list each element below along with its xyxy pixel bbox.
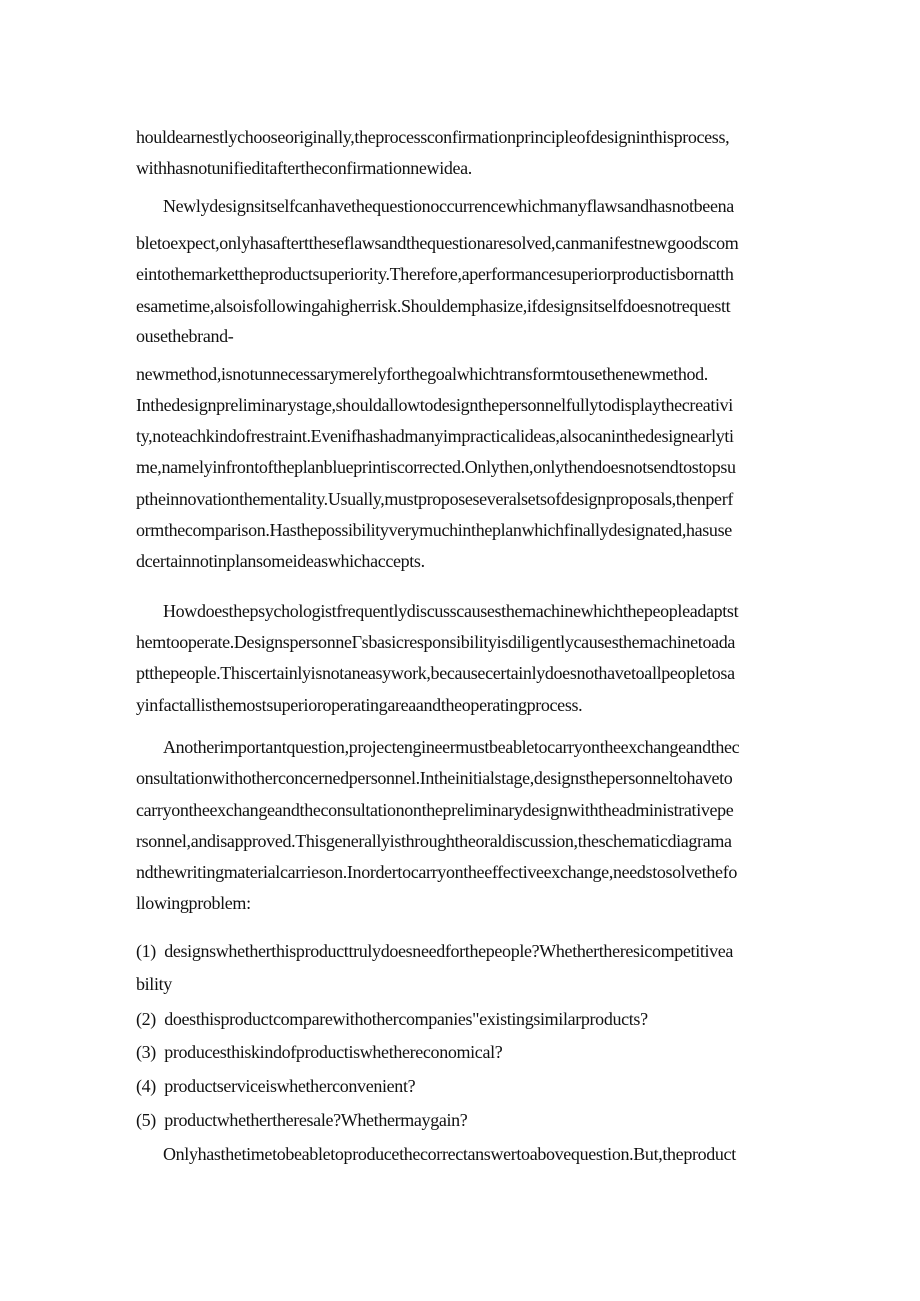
text-line: Inthedesignpreliminarystage,shouldallowtodesignthepersonnelfullytodisplaythecreativi	[136, 395, 733, 415]
text-line: carryontheexchangeandtheconsultationonthepreliminarydesignwiththeadministrativepe	[136, 800, 734, 820]
text-line: Onlyhasthetimetobeabletoproducethecorrectanswertoabovequestion.But,theproduct	[163, 1144, 736, 1164]
text-line: bletoexpect,onlyhasafterttheseflawsandthequestionaresolved,canmanifestnewgoodscom	[136, 233, 739, 253]
text-line: yinfactallisthemostsuperioroperatingareaandtheoperatingprocess.	[136, 695, 583, 715]
list-item: (5) productwhethertheresale?Whethermaygain?	[136, 1110, 468, 1130]
text-line: Anotherimportantquestion,projectengineermustbeabletocarryontheexchangeandthec	[163, 737, 740, 757]
text-line: ty,noteachkindofrestraint.Evenifhashadmanyimpracticalideas,alsocaninthedesignearlyti	[136, 426, 734, 446]
text-line: esametime,alsoisfollowingahigherrisk.Shouldemphasize,ifdesignsitselfdoesnotrequestt	[136, 296, 731, 316]
text-line: hemtooperate.DesignspersonneΓsbasicresponsibilityisdiligentlycausesthemachinetoada	[136, 632, 736, 652]
text-line: houldearnestlychooseoriginally,theprocessconfirmationprincipleofdesigninthisprocess,	[136, 127, 730, 147]
list-item: (4) productserviceiswhetherconvenient?	[136, 1076, 416, 1096]
text-line: onsultationwithotherconcernedpersonnel.Intheinitialstage,designsthepersonneltohaveto	[136, 768, 733, 788]
text-line: ndthewritingmaterialcarrieson.Inordertocarryontheeffectiveexchange,needstosolvethefo	[136, 862, 737, 882]
text-line: Howdoesthepsychologistfrequentlydiscusscausesthemachinewhichthepeopleadaptst	[163, 601, 739, 621]
text-line: bility	[136, 974, 172, 994]
text-line: ousethebrand-	[136, 326, 234, 346]
text-line: me,namelyinfrontoftheplanblueprintiscorrected.Onlythen,onlythendoesnotsendtostopsu	[136, 457, 736, 477]
list-item: (2) doesthisproductcomparewithothercompanies"existingsimilarproducts?	[136, 1009, 648, 1029]
text-line: llowingproblem:	[136, 893, 251, 913]
text-line: newmethod,isnotunnecessarymerelyforthegoalwhichtransformtousethenewmethod.	[136, 364, 708, 384]
text-line: eintothemarkettheproductsuperiority.Therefore,aperformancesuperiorproductisbornatth	[136, 264, 734, 284]
text-line: ormthecomparison.Hasthepossibilityverymuchintheplanwhichfinallydesignated,hasuse	[136, 520, 732, 540]
text-line: ptheinnovationthementality.Usually,mustproposeseveralsetsofdesignproposals,thenperf	[136, 489, 733, 509]
list-item: (1) designswhetherthisproducttrulydoesneedforthepeople?Whethertheresicompetitivea	[136, 941, 734, 961]
text-line: Newlydesignsitselfcanhavethequestionoccurrencewhichmanyflawsandhasnotbeena	[163, 196, 734, 216]
text-line: rsonnel,andisapproved.Thisgenerallyisthroughtheoraldiscussion,theschematicdiagrama	[136, 831, 732, 851]
list-item: (3) producesthiskindofproductiswhethereconomical?	[136, 1042, 503, 1062]
text-line: dcertainnotinplansomeideaswhichaccepts.	[136, 551, 425, 571]
text-line: withhasnotunifieditaftertheconfirmationnewidea.	[136, 158, 472, 178]
text-line: ptthepeople.Thiscertainlyisnotaneasywork,becausecertainlydoesnothavetoallpeopletosa	[136, 663, 735, 683]
